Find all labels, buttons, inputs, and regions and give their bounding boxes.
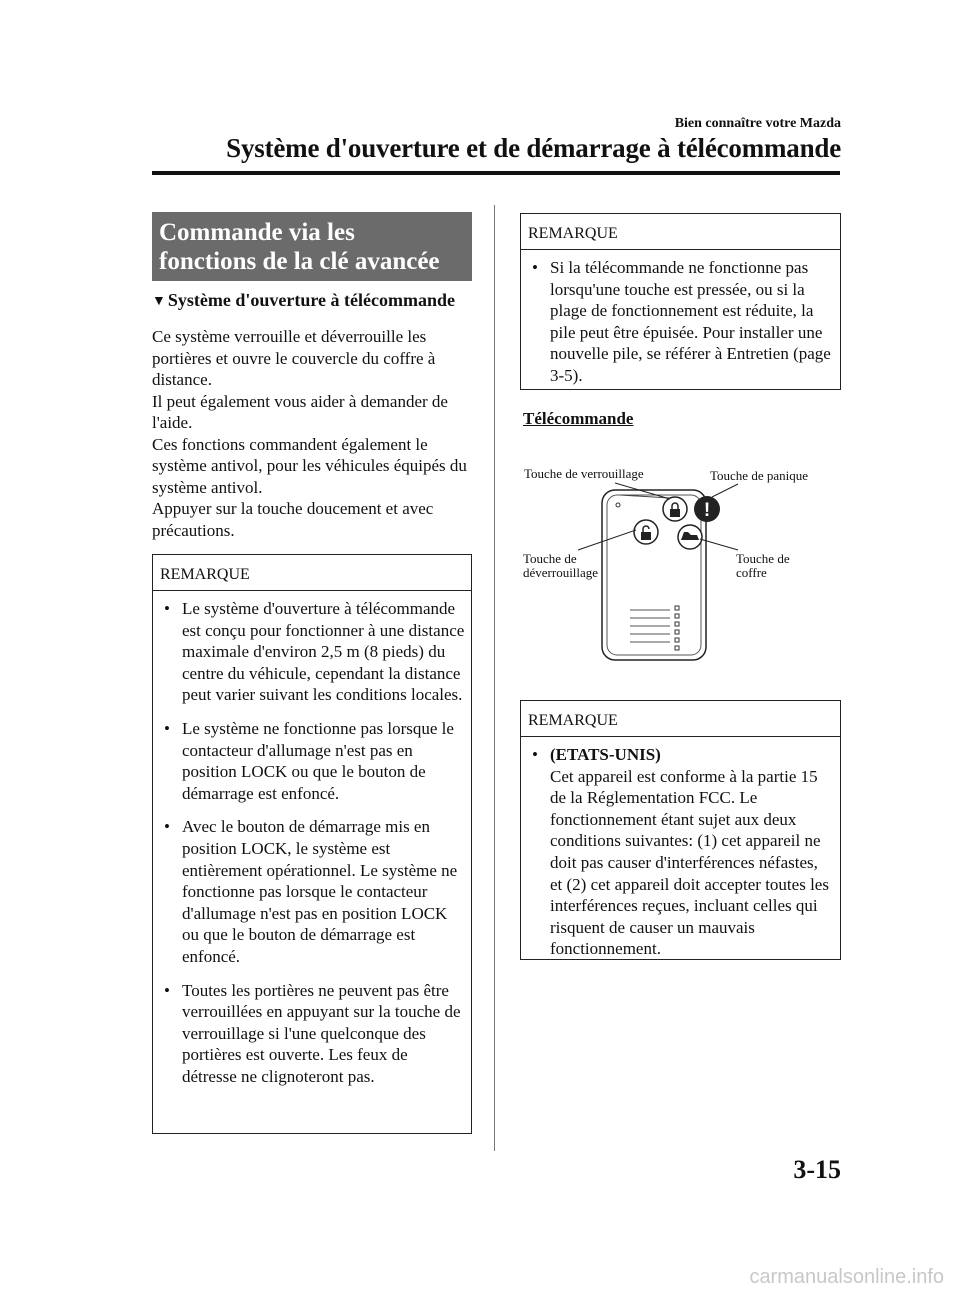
label-panic: Touche de panique xyxy=(710,468,808,483)
remark-item: • Le système ne fonctionne pas lorsque le contacteur d'allumage n'est pas en position LOCK ou que le bouton de démarrage est enfoncé. xyxy=(160,718,465,804)
label-trunk xyxy=(736,552,790,580)
remark-list xyxy=(153,591,471,1087)
label-unlock xyxy=(523,552,598,580)
remark-list xyxy=(521,737,840,960)
intro-paragraph: Ce système verrouille et déverrouille les portières et ouvre le couvercle du coffre à distance. xyxy=(152,327,436,389)
subheading-text: Système d'ouverture à télécommande xyxy=(167,290,455,310)
figure-heading: Télécommande xyxy=(523,409,634,428)
section-title-box xyxy=(152,212,472,281)
remark-item-text: Cet appareil est conforme à la partie 15 de la Réglementation FCC. Le fonctionnement étant sujet aux deux conditions suivantes: (1) cet appareil ne doit pas causer d'interférences néfastes, et (2) cet appareil doit accepter toutes les interférences reçues, incluant celles qui risquent de causer un mauvais fonctionnement. xyxy=(550,766,829,959)
remark-item: • Le système d'ouverture à télécommande est conçu pour fonctionner à une distance maximale d'environ 2,5 m (8 pieds) du centre du véhicule, cependant la distance peut varier suivant les conditions locales. xyxy=(160,598,465,706)
remark-list xyxy=(521,250,840,387)
remark-item xyxy=(528,744,834,960)
column-divider xyxy=(494,205,495,1151)
watermark: carmanualsonline.info xyxy=(749,1266,944,1288)
running-header-section: Bien connaître votre Mazda xyxy=(674,116,841,131)
remote-key-figure xyxy=(520,455,841,670)
running-header-title: Système d'ouverture et de démarrage à télécommande xyxy=(226,133,841,163)
header-rule xyxy=(152,171,840,175)
intro-text xyxy=(152,326,472,541)
remark-item: • Toutes les portières ne peuvent pas être verrouillées en appuyant sur la touche de verrouillage si l'une quelconque des portières est ouverte. Les feux de détresse ne clignoteront pas. xyxy=(160,980,465,1088)
label-lock: Touche de verrouillage xyxy=(524,466,644,481)
remark-box xyxy=(152,554,472,1134)
remark-item: • Si la télécommande ne fonctionne pas lorsqu'une touche est pressée, ou si la plage de fonctionnement est réduite, la pile peut être épuisée. Pour installer une nouvelle pile, se référer à Entretien (page 3-5). xyxy=(528,257,834,387)
svg-text:!: ! xyxy=(703,500,711,521)
label-trunk-line2: coffre xyxy=(736,565,767,580)
remark-item: • Avec le bouton de démarrage mis en position LOCK, le système est entièrement opérationnel. Le système ne fonctionne pas lorsque le contacteur d'allumage n'est pas en position LOCK ou que le bouton de démarrage est enfoncé. xyxy=(160,816,465,967)
triangle-down-icon: ▼ xyxy=(152,294,166,309)
remark-title: REMARQUE xyxy=(153,555,471,591)
remark-item-heading: • (ETATS-UNIS) xyxy=(550,745,661,764)
intro-paragraph: Appuyer sur la touche doucement et avec précautions. xyxy=(152,499,434,540)
intro-paragraph: Ces fonctions commandent également le système antivol, pour les véhicules équipés du système antivol. xyxy=(152,434,467,497)
label-unlock-line2: déverrouillage xyxy=(523,565,599,580)
page-number: 3-15 xyxy=(793,1155,841,1184)
section-title-line2: fonctions de la clé avancée xyxy=(159,248,440,275)
remark-box xyxy=(520,700,841,960)
intro-paragraph: Il peut également vous aider à demander de l'aide. xyxy=(152,391,448,432)
remark-box xyxy=(520,213,841,390)
leader-panic xyxy=(712,484,738,497)
subheading xyxy=(152,290,455,311)
section-title-line1: Commande via les xyxy=(159,219,355,246)
label-trunk-line1: Touche de xyxy=(736,551,790,566)
remark-title: REMARQUE xyxy=(521,701,840,737)
remark-title: REMARQUE xyxy=(521,214,840,250)
label-unlock-line1: Touche de xyxy=(523,551,577,566)
